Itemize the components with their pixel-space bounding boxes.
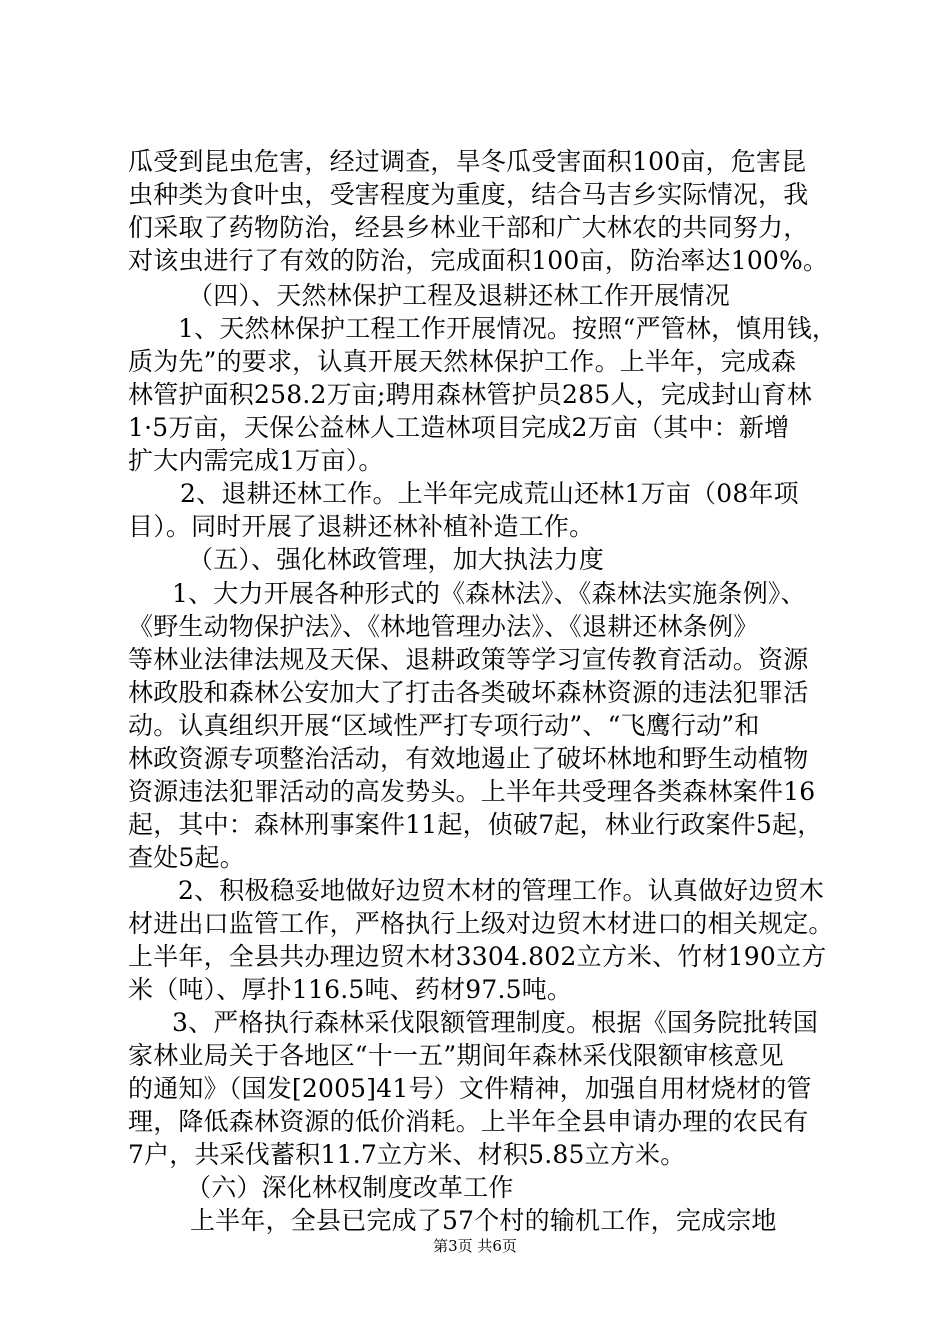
text-line: 查处5起。 [128, 843, 245, 872]
text-line: （五）、强化林政管理，加大执法力度 [188, 545, 604, 574]
text-line: 对该虫进行了有效的防治，完成面积100亩，防治率达100%。 [128, 246, 829, 275]
text-line: 等林业法律法规及天保、退耕政策等学习宣传教育活动。资源 [128, 645, 809, 674]
text-line: 起，其中：森林刑事案件11起，侦破7起，林业行政案件5起， [128, 810, 823, 839]
text-line: 2、积极稳妥地做好边贸木材的管理工作。认真做好边贸木 [178, 876, 825, 905]
text-line: 理，降低森林资源的低价消耗。上半年全县申请办理的农民有 [128, 1107, 809, 1136]
text-line: （四）、天然林保护工程及退耕还林工作开展情况 [188, 281, 730, 310]
text-line: 瓜受到昆虫危害，经过调查，旱冬瓜受害面积100亩，危害昆 [128, 147, 807, 176]
text-line: 米（吨）、厚扑116.5吨、药材97.5吨。 [128, 975, 573, 1004]
text-line: 2、退耕还林工作。上半年完成荒山还林1万亩（08年项 [180, 479, 799, 508]
text-line: 3、严格执行森林采伐限额管理制度。根据《国务院批转国 [172, 1008, 819, 1037]
text-line: （六）深化林权制度改革工作 [186, 1173, 514, 1202]
text-line: 虫种类为食叶虫，受害程度为重度，结合马吉乡实际情况，我 [128, 180, 809, 209]
text-line: 7户，共采伐蓄积11.7立方米、材积5.85立方米。 [128, 1140, 686, 1169]
text-line: 们采取了药物防治，经县乡林业干部和广大林农的共同努力， [128, 213, 809, 242]
text-line: 质为先”的要求，认真开展天然林保护工作。上半年，完成森 [128, 347, 797, 376]
text-line: 林政股和森林公安加大了打击各类破坏森林资源的违法犯罪活 [128, 678, 809, 707]
text-line: 1·5万亩，天保公益林人工造林项目完成2万亩（其中：新增 [128, 413, 790, 442]
text-line: 上半年，全县共办理边贸木材3304.802立方米、竹材190立方 [128, 942, 827, 971]
page-footer: 第3页 共6页 [433, 1237, 517, 1255]
text-line: 《野生动物保护法》、《林地管理办法》、《退耕还林条例》 [128, 612, 759, 641]
text-line: 1、大力开展各种形式的《森林法》、《森林法实施条例》、 [172, 579, 806, 608]
text-line: 目）。同时开展了退耕还林补植补造工作。 [128, 512, 595, 541]
text-line: 上半年，全县已完成了57个村的输机工作，完成宗地 [190, 1206, 777, 1235]
text-line: 家林业局关于各地区“十一五”期间年森林采伐限额审核意见 [128, 1041, 784, 1070]
text-line: 林政资源专项整治活动，有效地遏止了破坏林地和野生动植物 [128, 744, 809, 773]
text-line: 1、天然林保护工程工作开展情况。按照“严管林，慎用钱， [178, 314, 838, 343]
text-line: 扩大内需完成1万亩）。 [128, 446, 384, 475]
text-line: 动。认真组织开展“区域性严打专项行动”、“飞鹰行动”和 [128, 711, 760, 740]
text-line: 资源违法犯罪活动的高发势头。上半年共受理各类森林案件16 [128, 777, 816, 806]
text-line: 林管护面积258.2万亩;聘用森林管护员285人，完成封山育林 [128, 380, 812, 409]
text-line: 材进出口监管工作，严格执行上级对边贸木材进口的相关规定。 [128, 909, 834, 938]
text-line: 的通知》（国发[2005]41号）文件精神，加强自用材烧材的管 [128, 1074, 812, 1103]
